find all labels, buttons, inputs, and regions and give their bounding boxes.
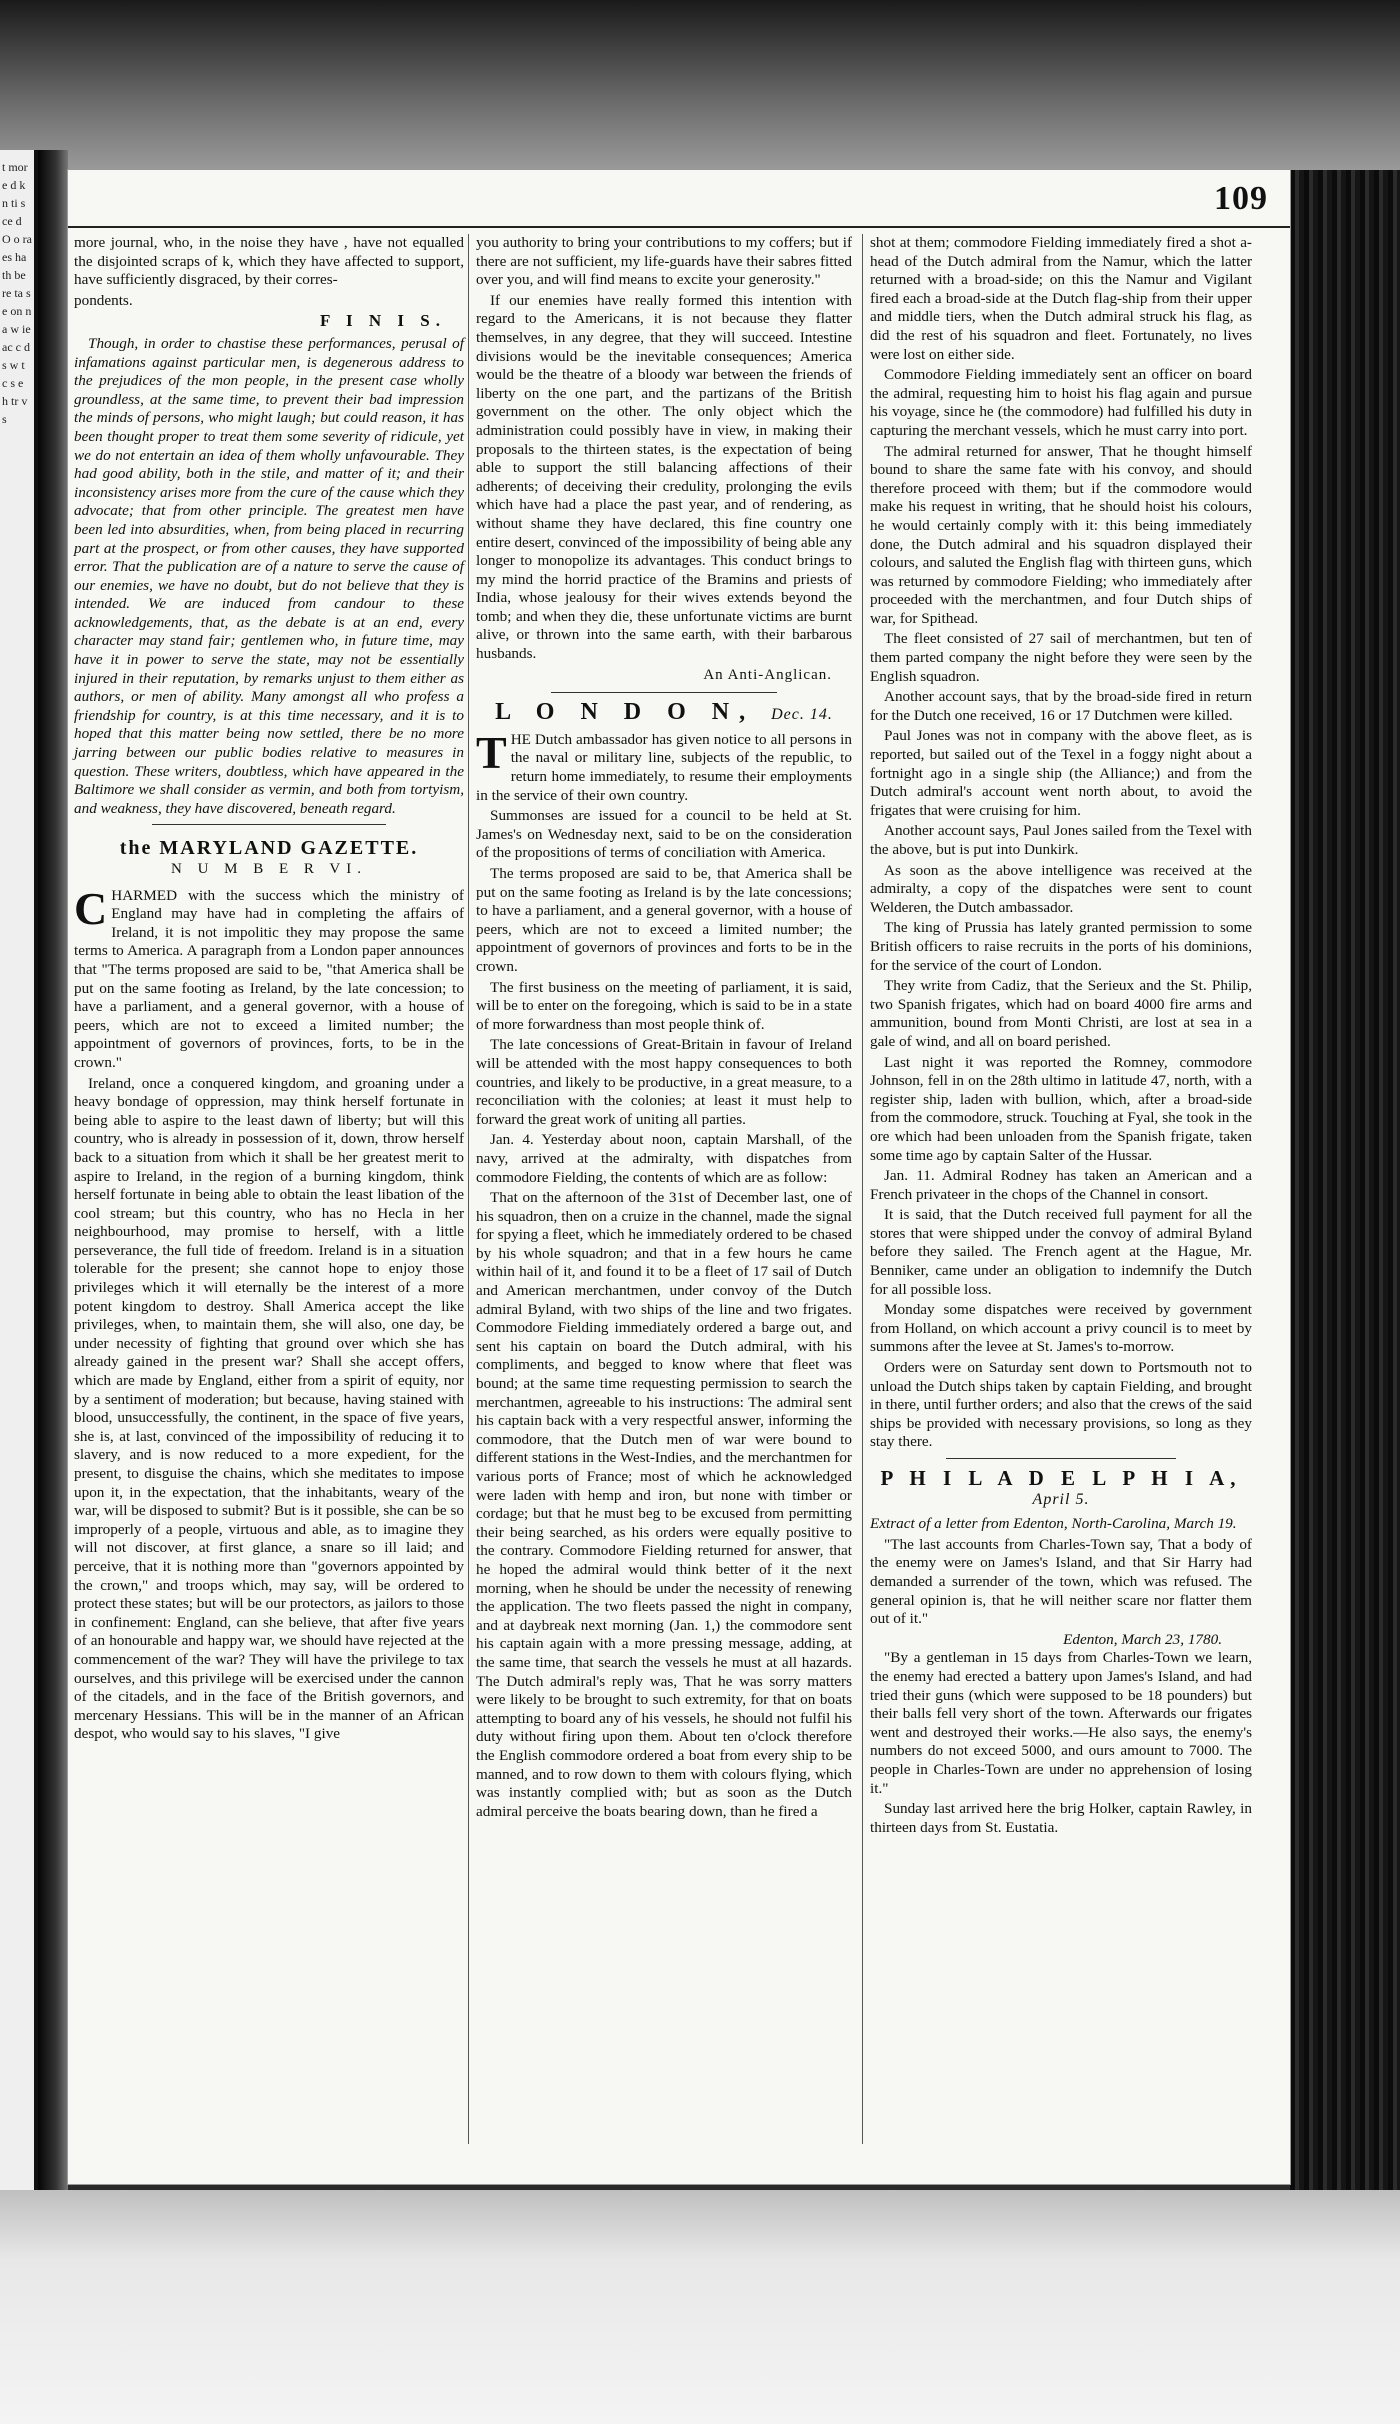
scan-top-shadow <box>0 0 1400 170</box>
column-rule <box>862 234 863 2144</box>
article-text: The terms proposed are said to be, that America shall be put on the same footing as Ireland is by the late concessions; to have a parliament, and a general governor, with a house of peers, which are not to exceed a limited number; the appointment of governors of provinces and forts to be in the crown. <box>476 865 852 975</box>
article-text: Paul Jones was not in company with the above fleet, as is reported, but sailed out of the Texel in a foggy night about a fortnight ago in a single ship (the Alliance;) and from the Dutch admiral's account went north about, to avoid the frigates that were cruising for him. <box>870 727 1252 819</box>
article-text: THE Dutch ambassador has given notice to all persons in the naval or military line, subjects of the republic, to return home immediately, to resume their employments in the service of their own country. <box>476 726 852 804</box>
philadelphia-heading <box>870 1466 1252 1509</box>
article-text: Ireland, once a conquered kingdom, and groaning under a heavy bondage of oppression, may think herself fortunate in being able to aspire to the least dawn of liberty; but will this country, who is already in possession of it, down, throw herself back to a situation from which it shall be her greatest merit to aspire to Ireland, in the region of a burning kingdom, think herself fortunate in being able to obtain the least libation of the cool stream; but this country, who has no Hecla in her neighbourhood, may promise to herself, with a little perseverance, the full tide of freedom. Ireland is in a situation tolerable for the present; she cannot hope to enjoy those privileges which it will eternally be the interest of a more potent kingdom to destroy. Shall America accept the like privileges, when, to maintain them, she will also, one day, be under necessity of fighting that ground over which she has already gained in the present war? Shall she accept offers, which are made by England, either from a spirit of equity, nor by a sentiment of moderation; but because, having stained with blood, unsuccessfully, the continent, in the space of five years, she is, at last, convinced of the impossibility of reducing it to slavery, and is now reduced to a more expedient, for the present, to disguise the chains, which she meditates to impose upon it, in the expectation, that the inhabitants, weary of the war, will be disposed to submit? But is it possible, she can be so improperly of a people, virtuous and able, as to imagine they will not discover, at first glance, a snare so ill laid; and perceive, that it is nothing more than "governors appointed by the crown," and troops which, may say, will be ordered to protect these states; but will be our protectors, as jailors to those in confinement: England, can she believe, that after five years of an honourable and happy war, we should have rejected at the commencement of the war? They will have the privilege to tax ourselves, and this privilege will be exercised under the cannon of the citadels, and in the face of the British governors, and mercenary Hessians. This will be in the manner of an African despot, who would say to his slaves, "I give <box>74 1074 464 1743</box>
maryland-gazette-heading: the MARYLAND GAZETTE. <box>119 837 419 860</box>
page-number: 109 <box>1214 180 1268 217</box>
facing-page-fragment: t more d k n ti s ce d O o ra es ha th be re ta se on na w ie ac c d s w t c s e h tr v s <box>2 160 32 426</box>
article-text: Last night it was reported the Romney, commodore Johnson, fell in on the 28th ultimo in latitude 47, north, with a register ship, laden with bullion, which, after a broad-side from the commodore, struck. Touching at Fyal, she took in the ore which had been unloaden from the Spanish frigate, taken some time ago by captain Salter of the Hussar. <box>870 1053 1252 1164</box>
philadelphia-title: P H I L A D E L P H I A, <box>880 1466 1242 1490</box>
top-rule <box>68 226 1290 228</box>
article-text: The fleet consisted of 27 sail of merchantmen, but ten of them parted company the night before they were seen by the English squadron. <box>870 630 1252 685</box>
number-heading: N U M B E R VI. <box>171 861 367 877</box>
london-title: L O N D O N, <box>495 699 756 726</box>
article-text: Jan. 4. Yesterday about noon, captain Marshall, of the navy, arrived at the admiralty, with dispatches from commodore Fielding, the contents of which are as follow: <box>476 1131 852 1186</box>
newspaper-page <box>68 170 1290 2184</box>
article-text: It is said, that the Dutch received full payment for all the stores that were shipped under the convoy of admiral Byland before they sailed. The French agent at the Hague, Mr. Benniker, came under an obligation to indemnify the Dutch for all possible loss. <box>870 1206 1252 1298</box>
book-gutter <box>38 150 68 2190</box>
column-1 <box>74 234 464 1746</box>
article-text: Orders were on Saturday sent down to Portsmouth not to unload the Dutch ships taken by captain Fielding, and brought in there, until further orders; and also that the crews of the said ships be provided with necessary provisions, so long as they stay there. <box>870 1359 1252 1451</box>
article-text: If our enemies have really formed this intention with regard to the Americans, it is not because they flatter themselves, in any degree, that they will succeed. Intestine divisions would be the inevitable consequences; America would be the theatre of a bloody war between the friends of liberty on the one part, and the partizans of the British government on the other. The only object which the administration could possibly have in view, in making their proposals to the thirteen states, is the expectation of being able to support the still balancing affections of their adherents; of deceiving their credulity, prolonging the evils which have had a place the past year, and of rendering, as without shame they have declared, this fine country one entire desert, convinced of the impossibility of being able any longer to monopolize its advantages. This conduct brings to my mind the horrid practice of the Bramins and priests of India, whose jealousy for their wives extends beyond the tomb; and when they die, these unfortunate victims are burnt alive, or thrown into the same earth, with their barbarous husbands. <box>476 291 852 663</box>
article-text: Sunday last arrived here the brig Holker, captain Rawley, in thirteen days from St. Eustatia. <box>870 1800 1252 1836</box>
article-text: Another account says, that by the broad-side fired in return for the Dutch one received, 16 or 17 Dutchmen were killed. <box>870 688 1252 724</box>
section-divider <box>152 824 386 825</box>
postscript-text: Though, in order to chastise these performances, perusal of infamations against particular men, is degenerous address to the prejudices of the mon people, in the present case wholly groundless, at the same time, to prevent their bad impression the minds of persons, who might laugh; but could reason, it has been thought proper to treat them some severity of ridicule, yet we do not entertain an idea of them wholly unfavourable. They had good ability, both in the stile, and matter of it; and their inconsistency arises more from the cure of the cause which they advocate; that from other principle. The greatest men have been led into absurdities, when, from being placed in recurring part at the prospect, or from other causes, they have supported error. That the publication are of a nature to serve the cause of our enemies, we have no doubt, but do not believe that they is intended. We are induced from candour to these acknowledgements, that, as the debate is at an end, every character may stand fair; gentlemen who, in future time, may have it in power to serve the state, may not be essentially injured in their reputation, by remarks unjust to them either as authors, or men of ability. Many amongst all who profess a friendship for country, is at this time necessary, and it is to hoped that this matter being now settled, there be no more jarring between our public bodies relative to measures in question. These writers, doubtless, which have appeared in the Baltimore we shall consider as vermin, and both from tortyism, and weakness, they have discovered, beneath regard. <box>74 334 464 817</box>
article-text: The king of Prussia has lately granted permission to some British officers to raise recruits in the ports of his dominions, for the service of the court of London. <box>870 919 1252 974</box>
scan-bottom-margin <box>0 2190 1400 2424</box>
article-text: That on the afternoon of the 31st of December last, one of his squadron, then on a cruize in the channel, made the signal for spying a fleet, which he immediately ordered to be chased by his whole squadron; and that in a few hours he came within hail of it, and found it to be a fleet of 17 sail of Dutch and American merchantmen, under convoy of the Dutch admiral Byland, with two ships of the line and two frigates. Commodore Fielding immediately ordered a barge out, and sent his captain on board the Dutch admiral, with his compliments, and begged to know where that fleet was bound; at the same time requesting permission to search the merchantmen, agreeable to his instructions: The admiral sent his captain back with a very respectful answer, informing the commodore, that the Dutch men of war were bound to different stations in the West-Indies, and the merchantmen for various ports of France; most of which he acknowledged were laden with hemp and iron, but none with timber or cordage; but that he must beg to be excused from permitting their being searched, as his orders were equally positive to the contrary. Commodore Fielding returned for answer, that he hoped the admiral would think better of it the next morning, when he should be under the necessity of renewing the application. The two fleets passed the night in company, and at daybreak next morning (Jan. 1,) the commodore sent his captain again with a more pressing message, adding, at the same time, that search the vessels he must at all hazards. The Dutch admiral's reply was, That he was sorry matters were likely to be brought to such extremity, for that on boats attempting to board any of his vessels, he should not fulfil his duty without firing upon them. About ten o'clock therefore the English commodore ordered a boat from every ship to be manned, and to row down to them with colours flying, which was instantly complied with; but as soon as the Dutch admiral perceive the boats bearing down, than he fired a <box>476 1189 852 1820</box>
london-date: Dec. 14. <box>771 706 833 724</box>
signature: An Anti-Anglican. <box>703 666 832 683</box>
article-text: The admiral returned for answer, That he thought himself bound to share the same fate with his convoy, and should therefore proceed with them; but if the commodore would make his request in writing, that he should hoist his colours, he would certainly comply with it: this being immediately done, the Dutch admiral and his squadron displayed their colours, and saluted the English flag with thirteen guns, which was returned by commodore Fielding; who immediately after proceeded with the merchantmen, and four Dutch ships of war, for Spithead. <box>870 442 1252 627</box>
article-text: Commodore Fielding immediately sent an officer on board the admiral, requesting him to hoist his flag again and pursue his voyage, since he (the commodore) had fulfilled his duty in capturing the merchant vessels, which he must carry into port. <box>870 366 1252 439</box>
column-2 <box>476 234 852 1823</box>
facing-page-edge <box>0 150 38 2190</box>
london-heading <box>476 699 852 726</box>
article-text: Monday some dispatches were received by government from Holland, on which account a privy council is to meet by summons after the levee at St. James's to-morrow. <box>870 1301 1252 1356</box>
article-text: Another account says, Paul Jones sailed from the Texel with the above, but is put into Dunkirk. <box>870 822 1252 858</box>
column-rule <box>468 234 469 2144</box>
article-text: shot at them; commodore Fielding immediately fired a shot a-head of the Dutch admiral from the Namur, which the latter returned with a broad-side; on this the Namur and Vigilant fired each a broad-side at the Dutch flag-ship from their upper and middle tiers, when the Dutch admiral struck his flag, as did the rest of his squadron and fleet. Fortunately, no lives were lost on either side. <box>870 234 1252 363</box>
section-divider <box>551 692 777 693</box>
column-3 <box>870 234 1252 1839</box>
article-text: Jan. 11. Admiral Rodney has taken an American and a French privateer in the chops of the Channel in consort. <box>870 1167 1252 1203</box>
article-text: more journal, who, in the noise they have , have not equalled the disjointed scraps of k, which they have affected to support, have sufficiently disgraced, by their corres- <box>74 234 464 289</box>
article-text: As soon as the above intelligence was received at the admiralty, a copy of the dispatches were sent to count Welderen, the Dutch ambassador. <box>870 861 1252 916</box>
book-spine <box>1290 170 1400 2190</box>
extract-heading: Extract of a letter from Edenton, North-Carolina, March 19. <box>870 1515 1237 1533</box>
edenton-dateline: Edenton, March 23, 1780. <box>1063 1630 1222 1648</box>
article-text: Summonses are issued for a council to be held at St. James's on Wednesday next, said to be on the consideration of the propositions of terms of conciliation with America. <box>476 807 852 862</box>
article-text: pondents. <box>74 291 133 309</box>
article-text: The late concessions of Great-Britain in favour of Ireland will be attended with the most happy consequences to both countries, and likely to be productive, in a great measure, to a reconciliation with the colonies; at least it must help to forward the great work of uniting all parties. <box>476 1036 852 1128</box>
article-text: CHARMED with the success which the ministry of England may have had in completing the affairs of Ireland, it is not impolitic they may propose the same terms to America. A paragraph from a London paper announces that "The terms proposed are said to be, "that America shall be put on the same footing as Ireland, by the late concession; to have a parliament, and a general governor, with a house of peers, which are not to exceed a limited number; the appointment of governors of provinces, forts, to be in the crown." <box>74 882 464 1071</box>
article-text: The first business on the meeting of parliament, it is said, will be to enter on the foregoing, which is said to be in a state of more forwardness than most people think of. <box>476 978 852 1033</box>
article-text: "The last accounts from Charles-Town say, That a body of the enemy were on James's Island, and that Sir Harry had demanded a surrender of the town, which was refused. The general opinion is, that he will neither scare nor flatter them out of it." <box>870 1535 1252 1628</box>
finis-heading: F I N I S. <box>320 311 446 331</box>
article-text: you authority to bring your contributions to my coffers; but if there are not sufficient, my life-guards have their sabres fitted over you, and will find means to excite your generosity." <box>476 234 852 289</box>
article-text: "By a gentleman in 15 days from Charles-Town we learn, the enemy had erected a battery upon James's Island, and had tried their guns (which were supposed to be 18 pounders) but their balls fell very short of the town. Afterwards our frigates went and destroyed their works.—He also says, the enemy's numbers do not exceed 5000, and ours amount to 7000. The people in Charles-Town are under no apprehension of losing it." <box>870 1649 1252 1797</box>
philadelphia-date: April 5. <box>1032 1490 1090 1508</box>
article-text: They write from Cadiz, that the Serieux and the St. Philip, two Spanish frigates, which had on board 4000 fire arms and ammunition, bound from Monti Christi, are lost at sea in a gale of wind, and all on board perished. <box>870 977 1252 1050</box>
section-divider <box>946 1458 1175 1459</box>
